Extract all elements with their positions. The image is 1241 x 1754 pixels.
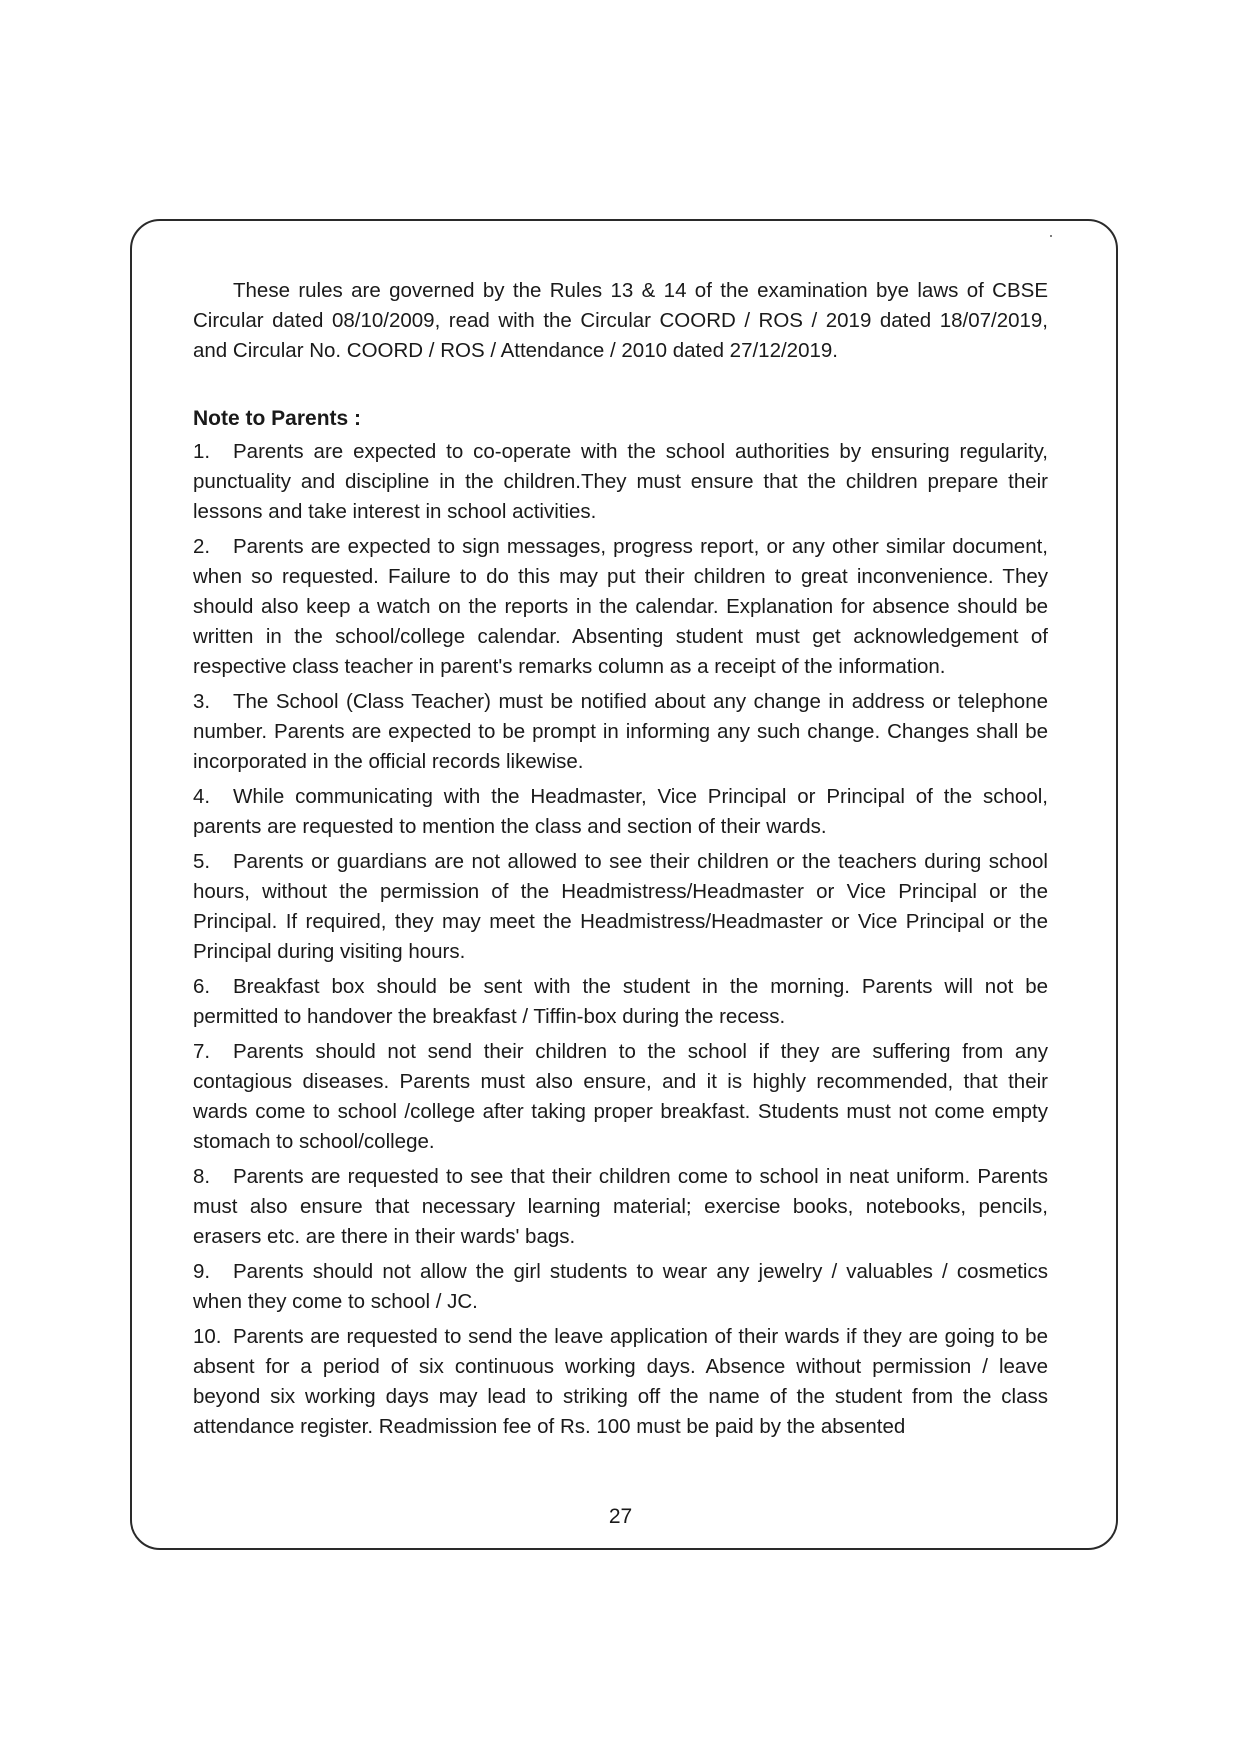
note-item [193,847,1048,967]
note-number: 2. [193,535,211,558]
page-content [193,276,1048,1447]
note-number: 8. [193,1165,211,1188]
page-number: 27 [608,1505,633,1528]
note-text: While communicating with the Headmaster, Vice Principal or Principal of the school, parents are requested to mention the class and section of their wards. [193,785,1048,838]
frame-dot-mark [1050,235,1052,237]
note-text: Parents are requested to see that their children come to school in neat uniform. Parents must also ensure that necessary learning material; exercise books, notebooks, pencils, erasers etc. are there in their wards' bags. [193,1165,1048,1248]
note-item [193,972,1048,1032]
intro-paragraph: These rules are governed by the Rules 13 & 14 of the examination bye laws of CBSE Circular dated 08/10/2009, read with the Circular COORD / ROS / 2019 dated 18/07/2019, and Circular No. COORD / ROS / Attendance / 2010 dated 27/12/2019. [193,279,1048,362]
note-number: 5. [193,850,211,873]
note-item [193,532,1048,682]
note-item [193,437,1048,527]
note-item [193,687,1048,777]
notes-list [193,437,1048,1442]
note-item [193,1162,1048,1252]
note-number: 4. [193,785,211,808]
note-number: 9. [193,1260,211,1283]
note-text: Breakfast box should be sent with the student in the morning. Parents will not be permitted to handover the breakfast / Tiffin-box during the recess. [193,975,1048,1028]
note-text: Parents should not send their children to the school if they are suffering from any contagious diseases. Parents must also ensure, and it is highly recommended, that their wards come to school /college after taking proper breakfast. Students must not come empty stomach to school/college. [193,1040,1048,1153]
note-item [193,1322,1048,1442]
note-item [193,1037,1048,1157]
note-item [193,1257,1048,1317]
note-number: 10. [193,1325,222,1348]
note-number: 1. [193,440,211,463]
note-text: Parents or guardians are not allowed to see their children or the teachers during school hours, without the permission of the Headmistress/Headmaster or Vice Principal or the Principal. If required, they may meet the Headmistress/Headmaster or Vice Principal or the Principal during visiting hours. [193,850,1048,963]
note-text: The School (Class Teacher) must be notified about any change in address or telephone number. Parents are expected to be prompt in informing any such change. Changes shall be incorporated in the official records likewise. [193,690,1048,773]
note-text: Parents are expected to sign messages, progress report, or any other similar document, when so requested. Failure to do this may put their children to great inconvenience. They should also keep a watch on the reports in the calendar. Explanation for absence should be written in the school/college calendar. Absenting student must get acknowledgement of respective class teacher in parent's remarks column as a receipt of the information. [193,535,1048,678]
note-text: Parents are expected to co-operate with the school authorities by ensuring regularity, punctuality and discipline in the children.They must ensure that the children prepare their lessons and take interest in school activities. [193,440,1048,523]
note-to-parents-heading: Note to Parents : [193,407,362,430]
note-number: 7. [193,1040,211,1063]
note-number: 6. [193,975,211,998]
note-text: Parents should not allow the girl students to wear any jewelry / valuables / cosmetics when they come to school / JC. [193,1260,1048,1313]
note-text: Parents are requested to send the leave application of their wards if they are going to be absent for a period of six continuous working days. Absence without permission / leave beyond six working days may lead to striking off the name of the student from the class attendance register. Readmission fee of Rs. 100 must be paid by the absented [193,1325,1048,1438]
note-number: 3. [193,690,211,713]
note-item [193,782,1048,842]
